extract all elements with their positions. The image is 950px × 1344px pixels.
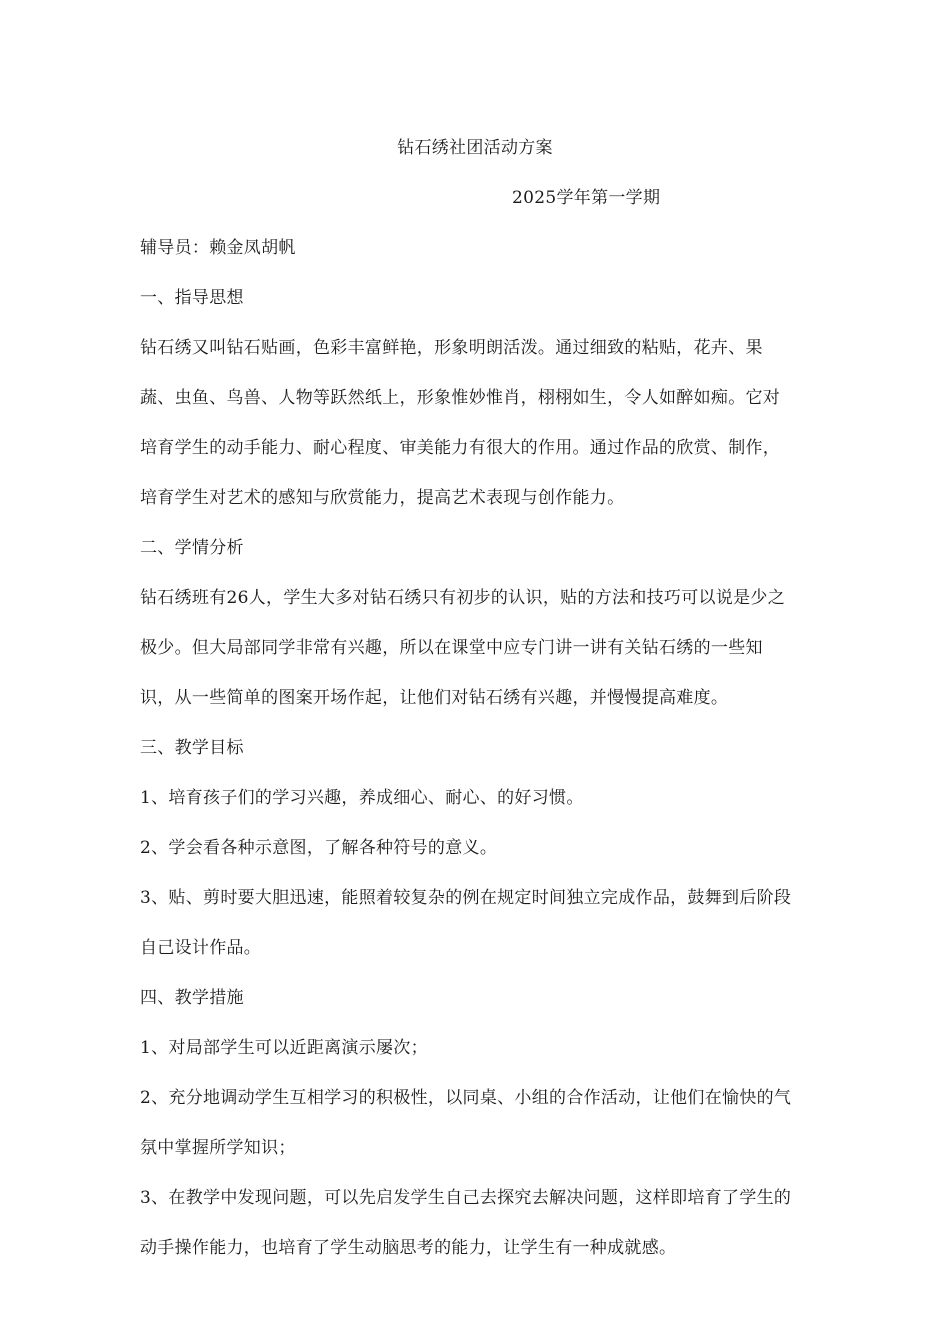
paragraph-line: 钻石绣又叫钻石贴画，色彩丰富鲜艳，形象明朗活泼。通过细致的粘贴，花卉、果 [140, 338, 763, 358]
paragraph-line: 蔬、虫鱼、鸟兽、人物等跃然纸上，形象惟妙惟肖，栩栩如生，令人如醉如痴。它对 [140, 388, 781, 408]
section-heading: 四、教学措施 [140, 988, 244, 1008]
paragraph-line: 培育学生的动手能力、耐心程度、审美能力有很大的作用。通过作品的欣赏、制作， [140, 438, 781, 458]
list-item: 2、学会看各种示意图，了解各种符号的意义。 [140, 838, 498, 858]
document-title: 钻石绣社团活动方案 [397, 138, 553, 158]
instructors-line: 辅导员：赖金凤胡帆 [140, 238, 296, 258]
section-heading: 三、教学目标 [140, 738, 244, 758]
list-item: 1、对局部学生可以近距离演示屡次； [140, 1038, 428, 1058]
list-item: 2、充分地调动学生互相学习的积极性，以同桌、小组的合作活动，让他们在愉快的气 [140, 1088, 792, 1108]
list-item-continuation: 氛中掌握所学知识； [140, 1138, 296, 1158]
paragraph-line: 极少。但大局部同学非常有兴趣，所以在课堂中应专门讲一讲有关钻石绣的一些知 [140, 638, 763, 658]
paragraph-line: 培育学生对艺术的感知与欣赏能力，提高艺术表现与创作能力。 [140, 488, 625, 508]
section-heading: 一、指导思想 [140, 288, 244, 308]
paragraph-line: 钻石绣班有26人，学生大多对钻石绣只有初步的认识，贴的方法和技巧可以说是少之 [140, 588, 786, 608]
list-item: 3、在教学中发现问题，可以先启发学生自己去探究去解决问题，这样即培育了学生的 [140, 1188, 792, 1208]
list-item: 1、培育孩子们的学习兴趣，养成细心、耐心、的好习惯。 [140, 788, 584, 808]
list-item-continuation: 动手操作能力，也培育了学生动脑思考的能力，让学生有一种成就感。 [140, 1238, 677, 1258]
paragraph-line: 识，从一些简单的图案开场作起，让他们对钻石绣有兴趣，并慢慢提高难度。 [140, 688, 729, 708]
list-item: 3、贴、剪时要大胆迅速，能照着较复杂的例在规定时间独立完成作品，鼓舞到后阶段 [140, 888, 792, 908]
document-term: 2025学年第一学期 [512, 188, 661, 208]
section-heading: 二、学情分析 [140, 538, 244, 558]
list-item-continuation: 自己设计作品。 [140, 938, 262, 958]
